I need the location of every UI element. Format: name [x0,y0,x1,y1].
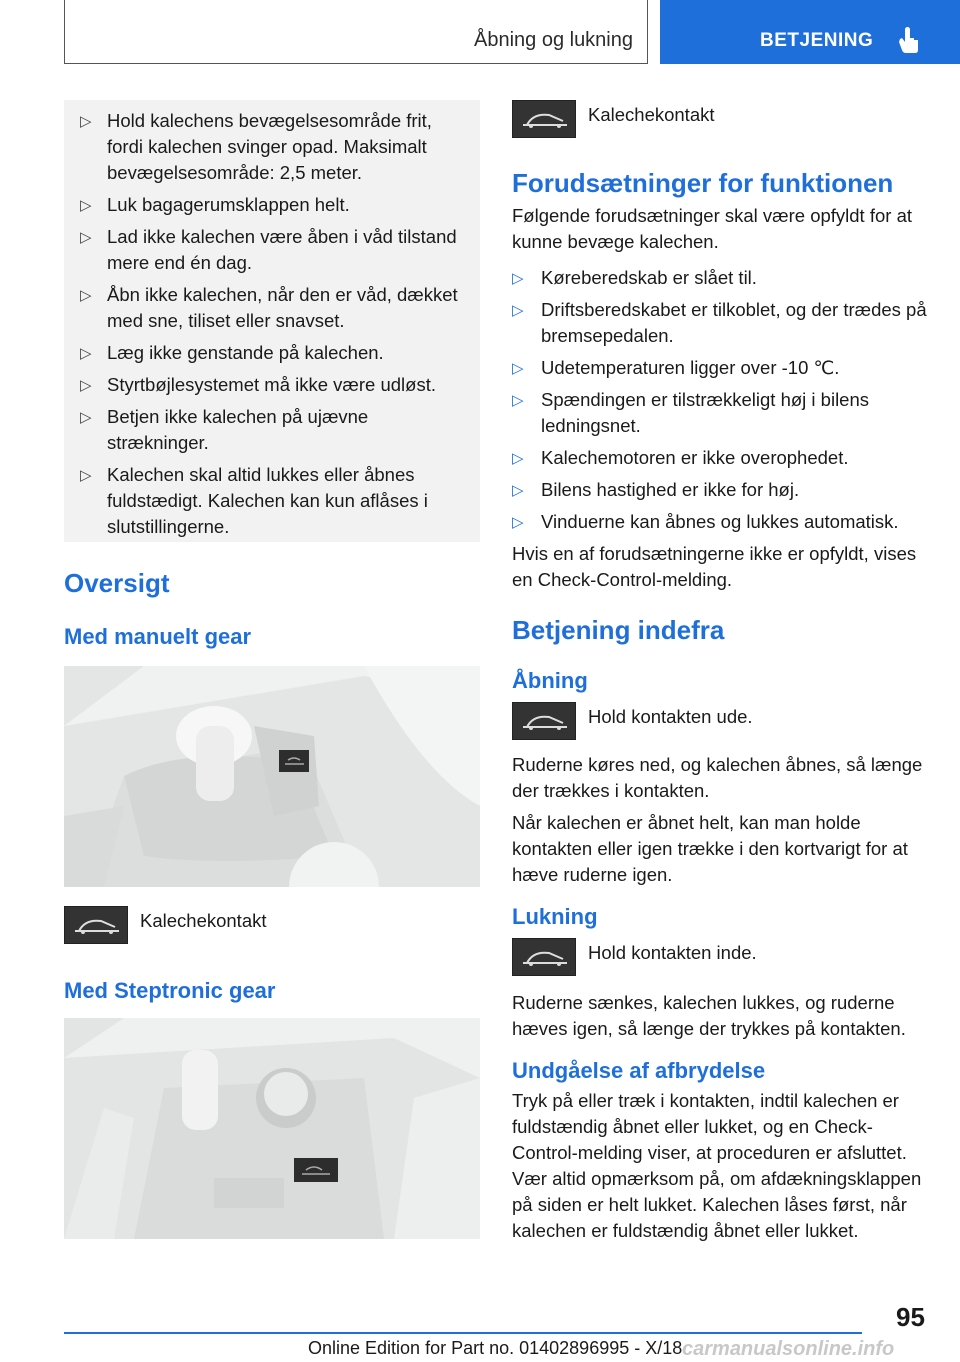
heading-oversigt: Oversigt [64,568,170,598]
triangle-bullet-icon: ▷ [512,302,524,319]
prereq-outro: Hvis en af forudsætningerne ikke er opfyldt, vises en Check-Control-melding. [512,543,917,590]
section-tab [64,0,648,64]
heading-manual-gear: Med manuelt gear [64,624,252,649]
chapter-label: BETJENING [760,30,874,51]
triangle-bullet-icon: ▷ [80,345,92,362]
close-text: Ruderne sænkes, kalechen lukkes, og ruderne hæves igen, så længe der trykkes på kontakten. [512,992,906,1039]
open-switch-caption [512,702,930,740]
switch-label: Hold kontakten ude. [588,706,753,727]
list-item: ▷ Læg ikke genstande på kalechen. [74,340,466,366]
triangle-bullet-icon: ▷ [512,392,524,409]
heading-avoid-interruption: Undgåelse af afbrydelse [512,1058,766,1083]
list-item: ▷ Luk bagagerumsklappen helt. [74,192,466,218]
top-switch-caption [512,100,930,138]
heading-prerequisites: Forudsætninger for funktionen [512,168,894,198]
precaution-list [74,108,466,540]
triangle-bullet-icon: ▷ [512,360,524,377]
list-item: ▷ Køreberedskab er slået til. [512,265,930,291]
left-column [64,100,480,1003]
watermark: carmanualsonline.info [682,1338,895,1360]
manual-switch-caption [64,906,267,944]
prereq-intro: Følgende forudsætninger skal være opfyldt for at kunne bevæge kalechen. [512,205,912,252]
triangle-bullet-icon: ▷ [80,113,92,130]
triangle-bullet-icon: ▷ [80,409,92,426]
open-text-1: Ruderne køres ned, og kalechen åbnes, så længe der trækkes i kontakten. [512,754,923,801]
list-item: ▷ Driftsberedskabet er tilkoblet, og der trædes på bremsepedalen. [512,299,927,346]
triangle-bullet-icon: ▷ [80,467,92,484]
convertible-top-switch-icon [512,100,576,138]
triangle-bullet-icon: ▷ [512,482,524,499]
edition-text: Online Edition for Part no. 01402896995 - X/18 [308,1338,683,1358]
page-number: 95 [896,1302,925,1332]
list-item: ▷ Lad ikke kalechen være åben i våd tilstand mere end én dag. [80,226,457,273]
list-item: ▷ Spændingen er tilstrækkeligt høj i bilens ledningsnet. [512,389,870,436]
list-item: ▷ Kalechen skal altid lukkes eller åbnes fuldstædigt. Kalechen kan kun aflåses i slutstillingerne. [80,464,428,537]
heading-opening: Åbning [512,668,588,693]
triangle-bullet-icon: ▷ [80,229,92,246]
right-column [512,100,930,1244]
convertible-top-switch-icon [512,938,576,976]
prerequisite-list [512,265,930,535]
close-switch-caption [512,938,930,976]
footer-divider [64,1332,862,1334]
avoid-text: Tryk på eller træk i kontakten, indtil kalechen er fuldstændig åbnet eller lukket, og en Check-Control-melding viser, at proceduren er afsluttet. Vær altid opmærksom på, om afdækningsklappen på siden er helt lukket. Kalechen låses først, når kalechen er fuldstændig åbnet eller lukket. [512,1090,922,1241]
heading-steptronic-gear: Med Steptronic gear [64,978,276,1003]
section-title: Åbning og lukning [473,29,633,51]
triangle-bullet-icon: ▷ [512,450,524,467]
manual-gear-photo [64,666,480,887]
switch-label: Kalechekontakt [588,104,715,125]
hand-pointer-icon [896,26,922,54]
heading-operation-inside: Betjening indefra [512,615,725,645]
list-item: ▷ Udetemperaturen ligger over -10 ℃. [512,355,930,381]
triangle-bullet-icon: ▷ [80,287,92,304]
steptronic-gear-photo [64,1018,480,1239]
triangle-bullet-icon: ▷ [80,197,92,214]
list-item: ▷ Bilens hastighed er ikke for høj. [512,477,930,503]
heading-closing: Lukning [512,904,598,929]
triangle-bullet-icon: ▷ [512,514,524,531]
list-item: ▷ Styrtbøjlesystemet må ikke være udløst. [74,372,466,398]
triangle-bullet-icon: ▷ [80,377,92,394]
switch-label: Kalechekontakt [140,910,267,931]
list-item: ▷ Kalechemotoren er ikke overophedet. [512,445,930,471]
triangle-bullet-icon: ▷ [512,270,524,287]
list-item: ▷ Vinduerne kan åbnes og lukkes automatisk. [512,509,930,535]
page-header [0,0,960,66]
convertible-top-switch-icon [64,906,128,944]
list-item: ▷ Hold kalechens bevægelsesområde frit, fordi kalechen svinger opad. Maksimalt bevægelsesområde: 2,5 meter. [80,110,432,183]
convertible-top-switch-icon [512,702,576,740]
open-text-2: Når kalechen er åbnet helt, kan man holde kontakten eller igen trække i den kortvarigt for at hæve ruderne igen. [512,812,908,885]
chapter-tab [660,0,960,64]
list-item: ▷ Åbn ikke kalechen, når den er våd, dækket med sne, tiliset eller snavset. [80,284,458,331]
switch-label: Hold kontakten inde. [588,942,757,963]
list-item: ▷ Betjen ikke kalechen på ujævne strækninger. [80,406,369,453]
precaution-box [64,100,480,542]
